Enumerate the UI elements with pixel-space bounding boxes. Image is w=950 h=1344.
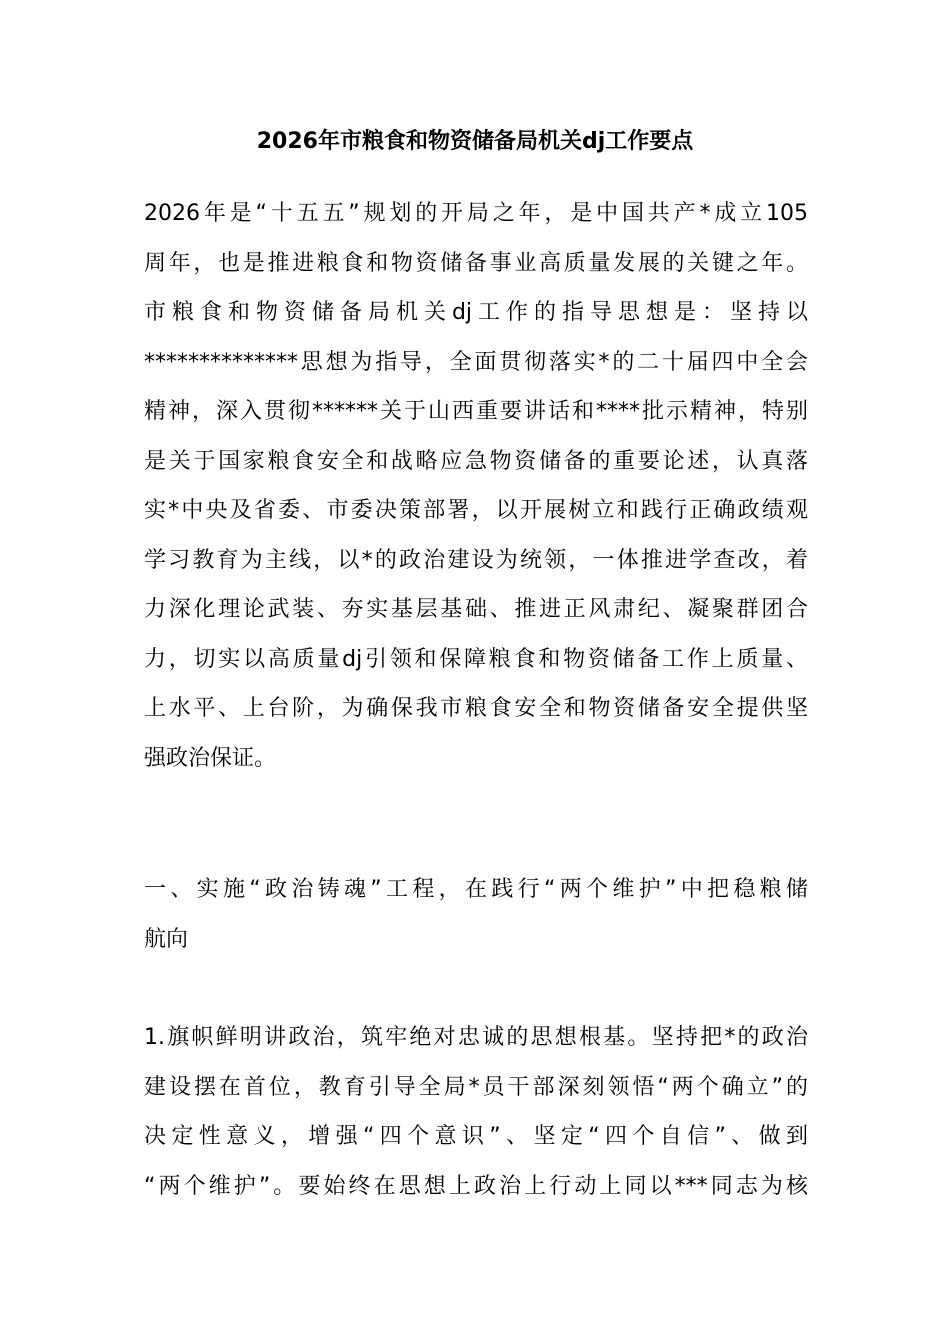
paragraph-line: 建设摆在首位，教育引导全局*员干部深刻领悟“两个确立”的 bbox=[144, 1074, 808, 1100]
heading-line: 一、实施“政治铸魂”工程，在践行“两个维护”中把稳粮储 bbox=[144, 877, 808, 902]
paragraph-line: 决定性意义，增强“四个意识”、坚定“四个自信”、做到 bbox=[144, 1124, 808, 1149]
paragraph-line: **************思想为指导，全面贯彻落实*的二十届四中全会 bbox=[144, 349, 808, 375]
paragraph-line: 学习教育为主线，以*的政治建设为统领，一体推进学查改，着 bbox=[144, 547, 808, 573]
paragraph-line: 实*中央及省委、市委决策部署，以开展树立和践行正确政绩观 bbox=[144, 498, 808, 523]
paragraph-line: 强政治保证。 bbox=[144, 745, 277, 771]
section-heading bbox=[144, 865, 808, 964]
paragraph-line: 1.旗帜鲜明讲政治，筑牢绝对忠诚的思想根基。坚持把*的政治 bbox=[144, 1025, 808, 1050]
paragraph-line: “两个维护”。要始终在思想上政治上行动上同以***同志为核 bbox=[144, 1173, 808, 1199]
paragraph-line: 力，切实以高质量dj引领和保障粮食和物资储备工作上质量、 bbox=[144, 646, 808, 672]
paragraph-line: 周年，也是推进粮食和物资储备事业高质量发展的关键之年。 bbox=[144, 250, 808, 276]
paragraph-line: 是关于国家粮食安全和战略应急物资储备的重要论述，认真落 bbox=[144, 448, 808, 474]
heading-line: 航向 bbox=[144, 926, 189, 952]
paragraph-line: 2026年是“十五五”规划的开局之年，是中国共产*成立105 bbox=[144, 201, 808, 226]
intro-paragraph bbox=[144, 189, 808, 783]
paragraph-line: 力深化理论武装、夯实基层基础、推进正风肃纪、凝聚群团合 bbox=[144, 597, 808, 622]
item-paragraph bbox=[144, 1013, 808, 1211]
document-title: 2026年市粮食和物资储备局机关dj工作要点 bbox=[256, 129, 694, 154]
paragraph-line: 精神，深入贯彻******关于山西重要讲话和****批示精神，特别 bbox=[144, 399, 808, 424]
paragraph-line: 上水平、上台阶，为确保我市粮食安全和物资储备安全提供坚 bbox=[144, 696, 808, 721]
paragraph-line: 市粮食和物资储备局机关dj工作的指导思想是：坚持以 bbox=[144, 300, 808, 325]
